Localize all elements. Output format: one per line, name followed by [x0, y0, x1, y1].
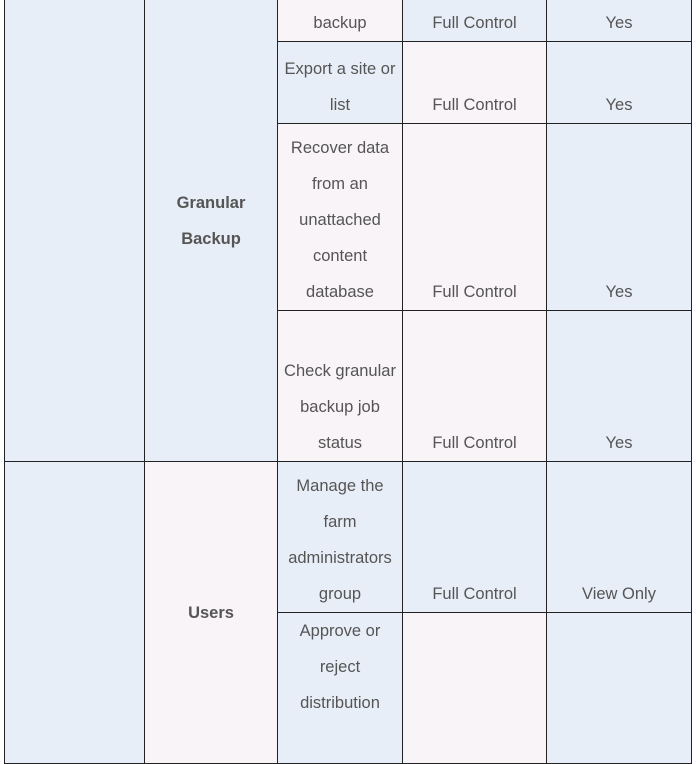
table-row [5, 0, 692, 42]
access-cell: Yes [547, 311, 692, 462]
access-cell: View Only [547, 462, 692, 613]
table-row [5, 462, 692, 613]
permission-cell: Full Control [403, 0, 547, 42]
permission-cell: Full Control [403, 462, 547, 613]
group-label-granular-backup: Granular Backup [145, 0, 278, 462]
access-cell: Yes [547, 0, 692, 42]
operation-cell: Check granular backup job status [278, 311, 403, 462]
permission-cell: Full Control [403, 42, 547, 124]
operation-cell: backup [278, 0, 403, 42]
operation-cell: Recover data from an unattached content database [278, 124, 403, 311]
operation-cell: Approve or reject distribution [278, 613, 403, 764]
permission-cell: Full Control [403, 311, 547, 462]
permissions-table [4, 0, 692, 764]
outer-category-cell [5, 462, 145, 764]
access-cell: Yes [547, 42, 692, 124]
permission-cell: Full Control [403, 124, 547, 311]
group-label-users: Users [145, 462, 278, 764]
operation-cell: Manage the farm administrators group [278, 462, 403, 613]
access-cell [547, 613, 692, 764]
permission-cell [403, 613, 547, 764]
operation-cell: Export a site or list [278, 42, 403, 124]
outer-category-cell [5, 0, 145, 462]
access-cell: Yes [547, 124, 692, 311]
